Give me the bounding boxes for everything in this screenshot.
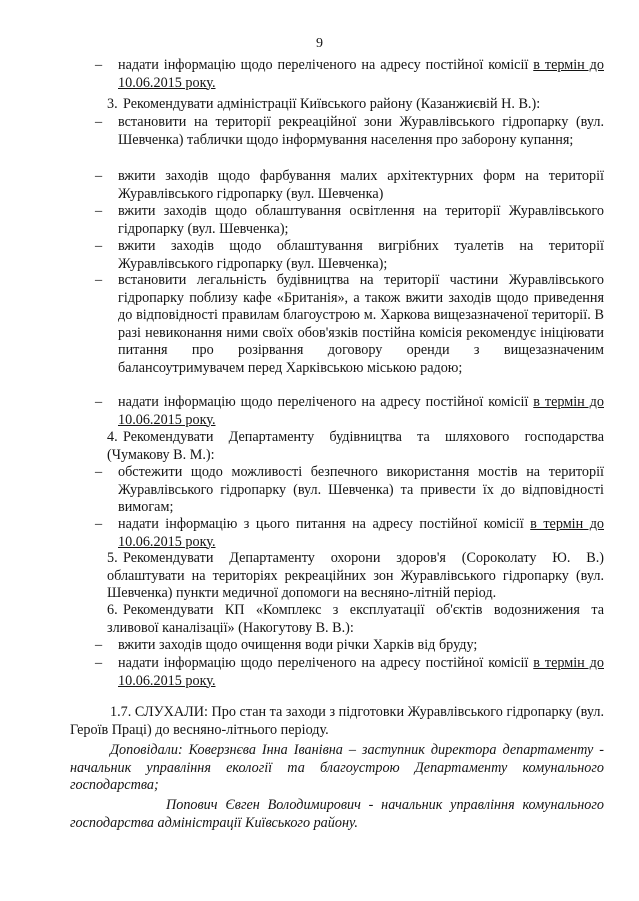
list-item (95, 655, 604, 690)
bullet-text: надати інформацію щодо переліченого на адресу постійної комісії (118, 655, 529, 671)
bullet-text: обстежити щодо можливості безпечного використання мостів на території Журавлівського гідропарку (вул. Шевченка) та привести їх до відповідності вимогам; (118, 464, 604, 516)
list-item (95, 57, 604, 92)
recommendation-3 (107, 96, 604, 114)
dash-marker: – (95, 114, 103, 130)
dash-marker: – (95, 168, 103, 184)
bullet-text: вжити заходів щодо очищення води річки Харків від бруду; (118, 637, 478, 653)
list-item (95, 464, 604, 517)
deadline-text: в термін до 10.06.2015 року. (118, 394, 604, 428)
item-number: 4. (107, 429, 118, 445)
item-text: Рекомендувати Департаменту охорони здоров'я (Сороколату Ю. В.) облаштувати на територіях рекреаційних зон Журавлівського гідропарку (вул. Шевченка) пункти медичної допомоги на весняно-літній період. (107, 550, 604, 602)
bullet-text: встановити легальність будівництва на території частини Журавлівського гідропарку поблизу кафе «Британія», а також вжити заходів щодо приведення до відповідності правилам благоустрою м. Харкова вищезазначеної території. В разі невиконання ними своїх обов'язків постійна комісія рекомендує ініціювати питання про розірвання договору оренди з вищезазначеним балансоутримувачем перед Харківською міською радою; (118, 272, 604, 376)
bullet-text: вжити заходів щодо фарбування малих архітектурних форм на території Журавлівського гідропарку (вул. Шевченка) (118, 168, 604, 202)
bullet-text: надати інформацію щодо переліченого на адресу постійної комісії (118, 57, 529, 73)
item-number: 6. (107, 602, 118, 618)
list-item (95, 114, 604, 149)
list-item (95, 516, 605, 551)
list-item (95, 238, 604, 273)
recommendation-6 (107, 602, 604, 637)
item-number: 3. (107, 96, 118, 112)
heard-text: 1.7. СЛУХАЛИ: Про стан та заходи з підготовки Журавлівського гідропарку (вул. Героїв Праці) до весняно-літнього періоду. (70, 704, 604, 738)
bullet-text: встановити на території рекреаційної зони Журавлівського гідропарку (вул. Шевченка) таблички щодо інформування населення про заборону купання; (118, 114, 604, 148)
page-number: 9 (316, 36, 323, 51)
bullet-text: вжити заходів щодо облаштування освітлення на території Журавлівського гідропарку (вул. Шевченка); (118, 203, 604, 237)
deadline-text: в термін до 10.06.2015 року. (118, 516, 605, 550)
list-item (95, 272, 604, 378)
list-item (95, 394, 604, 429)
speaker-2 (70, 797, 604, 832)
bullet-text: надати інформацію щодо переліченого на адресу постійної комісії (118, 394, 529, 410)
item-number: 5. (107, 550, 118, 566)
item-text: Рекомендувати адміністрації Київського району (Казанжиєвій Н. В.): (123, 96, 541, 112)
dash-marker: – (95, 637, 103, 653)
heard-section (70, 704, 604, 739)
dash-marker: – (95, 203, 103, 219)
dash-marker: – (95, 655, 103, 671)
list-item (95, 203, 604, 238)
bullet-text: вжити заходів щодо облаштування вигрібних туалетів на території Журавлівського гідропарку (вул. Шевченка); (118, 238, 604, 272)
list-item (95, 168, 604, 203)
dash-marker: – (95, 57, 103, 73)
deadline-text: в термін до 10.06.2015 року. (118, 655, 604, 689)
dash-marker: – (95, 238, 103, 254)
speaker-1-text: Коверзнєва Інна Іванівна – заступник директора департаменту - начальник управління екології та благоустрою Департаменту комунального господарства; (70, 742, 604, 794)
dash-marker: – (95, 272, 103, 288)
speakers-label: Доповідали: (110, 742, 183, 758)
deadline-text: в термін до 10.06.2015 року. (118, 57, 604, 91)
bullet-text: надати інформацію з цього питання на адресу постійної комісії (118, 516, 524, 532)
dash-marker: – (95, 464, 103, 480)
list-item (95, 637, 604, 655)
speaker-1 (70, 742, 604, 795)
item-text: Рекомендувати Департаменту будівництва та шляхового господарства (Чумакову В. М.): (107, 429, 604, 463)
recommendation-4 (107, 429, 604, 464)
recommendation-5 (107, 550, 604, 603)
speaker-2-text: Попович Євген Володимирович - начальник управління комунального господарства адміністрації Київського району. (70, 797, 604, 831)
item-text: Рекомендувати КП «Комплекс з експлуатації об'єктів водознижения та зливової каналізації» (Накогутову В. В.): (107, 602, 604, 636)
dash-marker: – (95, 516, 103, 532)
dash-marker: – (95, 394, 103, 410)
